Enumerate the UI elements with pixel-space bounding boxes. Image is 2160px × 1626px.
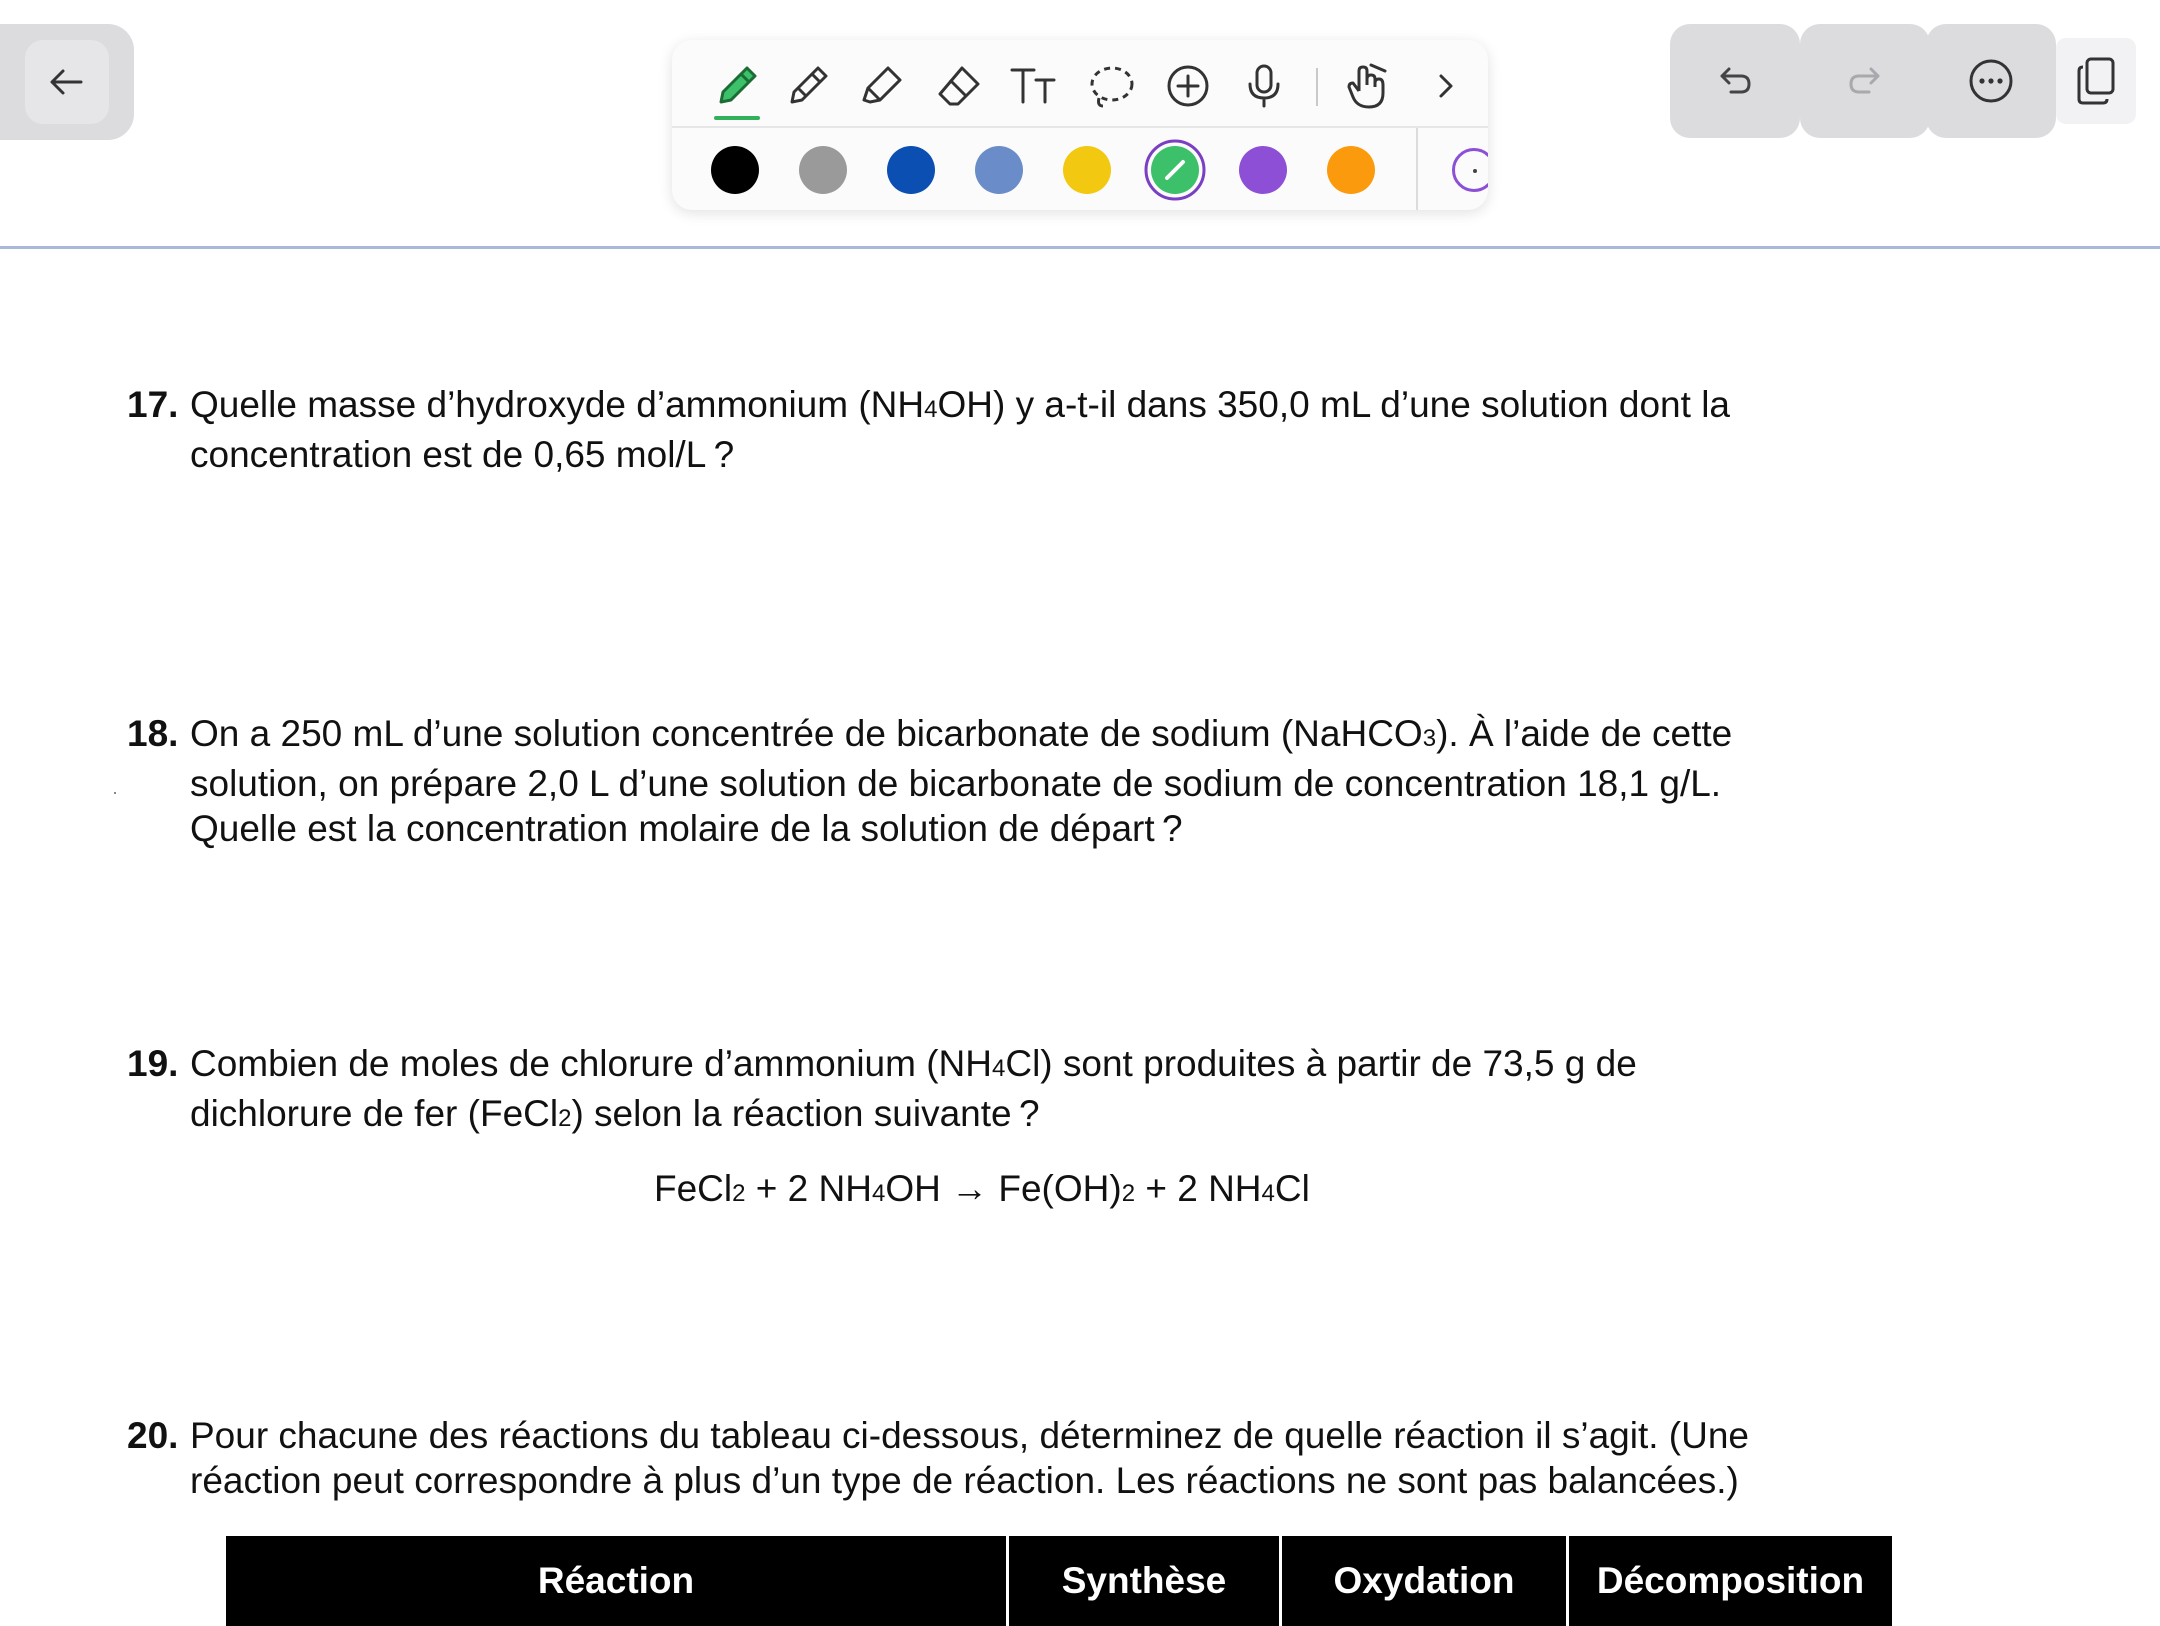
- chevron-right-icon: [1426, 66, 1466, 106]
- text-run: solution, on prépare 2,0 L d’une solution de bicarbonate de sodium de concentration 18,1 g/L.: [190, 763, 1722, 804]
- eraser-tool[interactable]: [930, 58, 986, 114]
- question-number: 19.: [127, 1043, 179, 1084]
- pencil-tool[interactable]: [780, 58, 836, 114]
- chemical-equation: [654, 1166, 1310, 1216]
- color-swatch[interactable]: [887, 146, 935, 194]
- undo-button[interactable]: [1670, 24, 1800, 138]
- touch-draw-tool[interactable]: [1338, 58, 1394, 114]
- dictation-tool[interactable]: [1236, 58, 1292, 114]
- text-run: réaction peut correspondre à plus d’un type de réaction. Les réactions ne sont pas balancées.): [190, 1460, 1739, 1501]
- redo-icon: [1845, 61, 1885, 101]
- subscript: 3: [1422, 725, 1437, 752]
- text-run: ). À l’aide de cette: [1436, 713, 1733, 754]
- text-run: ) selon la réaction suivante ?: [571, 1093, 1040, 1134]
- text-run: Quelle est la concentration molaire de la solution de départ ?: [190, 808, 1183, 849]
- text-style-icon: [1008, 62, 1060, 110]
- question-text: [190, 1413, 1749, 1503]
- question-text: [190, 711, 1732, 851]
- microphone-icon: [1240, 62, 1288, 110]
- pages-button[interactable]: [2056, 38, 2136, 124]
- text-run: FeCl: [654, 1168, 733, 1209]
- text-run: OH) y a-t-il dans 350,0 mL d’une solution dont la: [937, 384, 1730, 425]
- highlighter-tool[interactable]: [854, 58, 910, 114]
- subscript: 4: [992, 1055, 1006, 1082]
- pencil-icon: [784, 62, 832, 110]
- text-run: On a 250 mL d’une solution concentrée de bicarbonate de sodium (NaHCO: [190, 713, 1423, 754]
- back-button[interactable]: [0, 24, 134, 140]
- palette-divider: [1416, 128, 1418, 210]
- color-swatch[interactable]: [975, 146, 1023, 194]
- redo-button[interactable]: [1800, 24, 1930, 138]
- color-swatch[interactable]: [1063, 146, 1111, 194]
- text-run: Combien de moles de chlorure d’ammonium (NH: [190, 1043, 992, 1084]
- undo-icon: [1715, 61, 1755, 101]
- question-number: 17.: [127, 384, 179, 425]
- text-run: Cl) sont produites à partir de 73,5 g de: [1005, 1043, 1637, 1084]
- stray-mark: [114, 792, 116, 794]
- question-line: [190, 711, 1732, 761]
- color-swatch[interactable]: [799, 146, 847, 194]
- insert-tool[interactable]: [1160, 58, 1216, 114]
- highlighter-icon: [858, 62, 906, 110]
- text-run: OH → Fe(OH): [885, 1168, 1122, 1209]
- subscript: 2: [1121, 1180, 1136, 1207]
- subscript: 2: [732, 1180, 746, 1207]
- text-run: Quelle masse d’hydroxyde d’ammonium (NH: [190, 384, 925, 425]
- more-options-button[interactable]: [1926, 24, 2056, 138]
- page-top-rule: [0, 246, 2160, 249]
- toolbar-divider: [1316, 68, 1318, 106]
- text-run: concentration est de 0,65 mol/L ?: [190, 434, 735, 475]
- subscript: 2: [558, 1105, 572, 1132]
- question-line: [190, 761, 1732, 806]
- question-number: 18.: [127, 713, 179, 754]
- pages-icon: [2073, 55, 2119, 107]
- question-line: [190, 432, 1730, 477]
- subscript: 4: [924, 396, 938, 423]
- header-decomposition: Décomposition: [1596, 1560, 1865, 1601]
- text-run: + 2 NH: [1135, 1168, 1262, 1209]
- question-text: [190, 382, 1730, 477]
- more-tools-button[interactable]: [1418, 58, 1474, 114]
- color-palette: [672, 126, 1488, 210]
- custom-color-button[interactable]: [1452, 148, 1488, 192]
- question-line: [190, 806, 1732, 851]
- lasso-icon: [1087, 62, 1137, 110]
- touch-draw-icon: [1341, 61, 1391, 111]
- header-synthese: Synthèse: [1061, 1560, 1227, 1601]
- text-run: Pour chacune des réactions du tableau ci-dessous, déterminez de quelle réaction il s’agit. (Une: [190, 1415, 1750, 1456]
- question-line: [190, 1413, 1749, 1458]
- color-swatch[interactable]: [1146, 141, 1204, 199]
- subscript: 4: [871, 1180, 886, 1207]
- custom-color-dot: [1473, 169, 1477, 173]
- marker-icon: [713, 62, 761, 110]
- question-line: [190, 382, 1730, 432]
- back-button-inner: [25, 40, 109, 124]
- color-swatch[interactable]: [1239, 146, 1287, 194]
- header-oxydation: Oxydation: [1333, 1560, 1515, 1601]
- question-text: [190, 1041, 1637, 1141]
- more-options-icon: [1967, 57, 2015, 105]
- text-run: dichlorure de fer (FeCl: [190, 1093, 559, 1134]
- color-swatch[interactable]: [711, 146, 759, 194]
- tool-row: [672, 40, 1488, 126]
- question-number: 20.: [127, 1415, 179, 1456]
- lasso-tool[interactable]: [1084, 58, 1140, 114]
- reaction-table-header: [226, 1536, 1892, 1626]
- active-tool-indicator: [714, 116, 760, 120]
- question-line: [190, 1458, 1749, 1503]
- header-reaction: Réaction: [537, 1560, 695, 1601]
- question-line: [190, 1041, 1637, 1091]
- marker-tool[interactable]: [709, 58, 765, 114]
- drawing-toolbar: [672, 40, 1488, 210]
- back-arrow-icon: [47, 62, 87, 102]
- text-run: + 2 NH: [745, 1168, 872, 1209]
- text-tool[interactable]: [1006, 58, 1062, 114]
- subscript: 4: [1261, 1180, 1275, 1207]
- question-line: [190, 1091, 1637, 1141]
- insert-icon: [1164, 62, 1212, 110]
- color-swatches: [672, 128, 1488, 210]
- text-run: Cl: [1274, 1168, 1310, 1209]
- eraser-icon: [934, 62, 982, 110]
- color-swatch[interactable]: [1327, 146, 1375, 194]
